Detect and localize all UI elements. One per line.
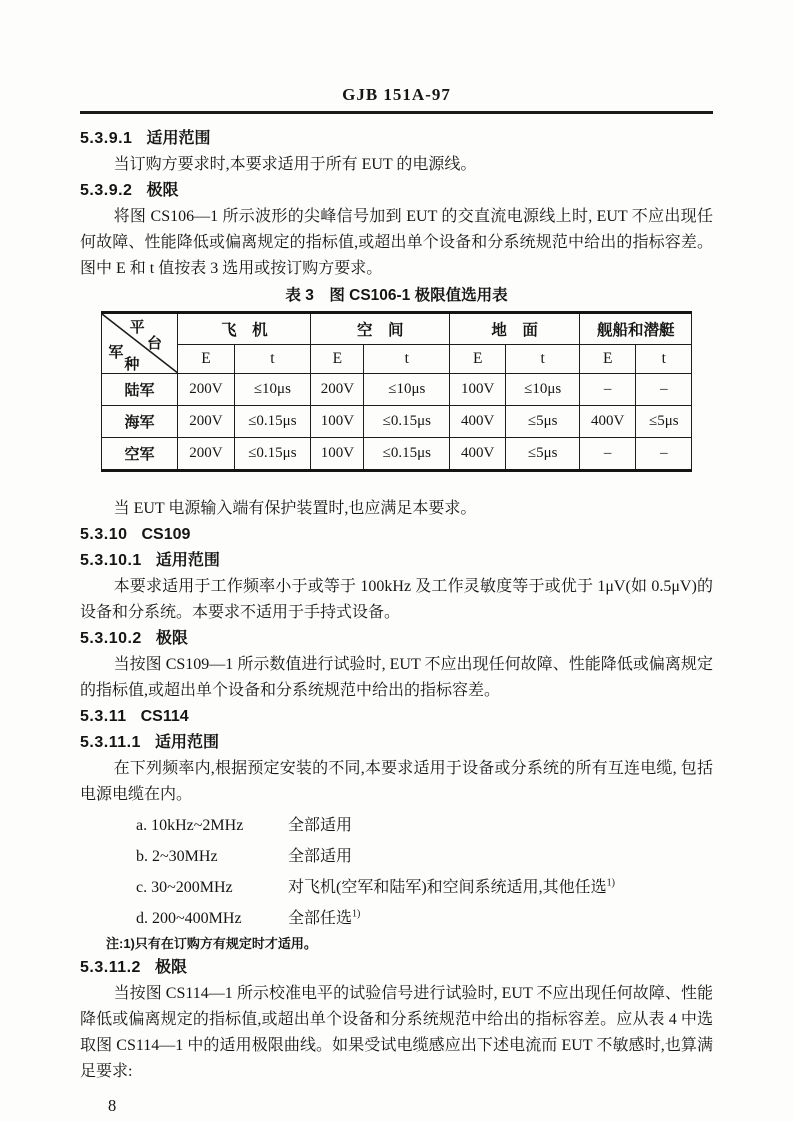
section-heading-5-3-9-2 — [80, 178, 713, 204]
section-title: CS114 — [140, 708, 189, 725]
cell: 100V — [311, 438, 364, 471]
subheader-t: t — [506, 345, 580, 374]
list-item-desc: 全部适用 — [288, 817, 353, 835]
section-title: 适用范围 — [146, 130, 211, 147]
subheader-E: E — [178, 345, 234, 374]
column-group-ships-submarines: 舰船和潜艇 — [580, 313, 692, 345]
table-row-airforce — [101, 438, 692, 471]
header-rule — [80, 111, 713, 114]
list-item-label: a. 10kHz~2MHz — [136, 817, 244, 835]
cell: – — [580, 438, 636, 471]
list-item-a — [136, 809, 713, 840]
cell: 100V — [450, 374, 506, 406]
cell: ≤5μs — [506, 438, 580, 471]
cell: 200V — [178, 406, 234, 438]
section-heading-5-3-10-2 — [80, 626, 713, 652]
subheader-t: t — [364, 345, 450, 374]
section-title: 适用范围 — [154, 734, 219, 751]
cell: ≤0.15μs — [234, 406, 311, 438]
section-heading-5-3-9-1 — [80, 126, 713, 152]
corner-label-service: 军 — [108, 343, 124, 361]
subheader-t: t — [234, 345, 311, 374]
list-item-label: d. 200~400MHz — [136, 909, 242, 927]
cell: 400V — [450, 438, 506, 471]
row-label-navy: 海军 — [101, 406, 178, 438]
cell: ≤5μs — [506, 406, 580, 438]
list-item-desc: 全部适用 — [288, 848, 353, 866]
list-item-b — [136, 840, 713, 871]
corner-label-service: 种 — [124, 355, 140, 373]
paragraph-5-3-9-1: 当订购方要求时,本要求适用于所有 EUT 的电源线。 — [113, 156, 477, 173]
section-number: 5.3.9.2 — [80, 182, 133, 199]
corner-label-platform: 平 — [129, 319, 145, 337]
section-number: 5.3.10 — [80, 526, 128, 543]
list-item-desc: 全部任选 — [288, 909, 353, 927]
list-item-c — [136, 871, 713, 902]
cell: 200V — [311, 374, 364, 406]
doc-header-title: GJB 151A-97 — [342, 85, 451, 104]
section-number: 5.3.9.1 — [80, 130, 133, 147]
section-heading-5-3-11-2 — [80, 955, 713, 981]
paragraph-5-3-11-2: 当按图 CS114—1 所示校准电平的试验信号进行试验时, EUT 不应出现任何故障、性能降低或偏离规定的指标值,或超出单个设备和分系统规范中给出的指标容差。应从表 4 中选取图 CS114—1 中的适用极限曲线。如果受试电缆感应出下述电流而 EUT 不敏感时,也算满足要求: — [80, 985, 713, 1081]
column-group-space: 空 间 — [311, 313, 450, 345]
section-number: 5.3.10.2 — [80, 630, 142, 647]
cell: ≤10μs — [364, 374, 450, 406]
footnote: 注:1)只有在订购方有规定时才适用。 — [106, 936, 317, 952]
cell: ≤0.15μs — [364, 438, 450, 471]
cell: 200V — [178, 374, 234, 406]
column-group-ground: 地 面 — [450, 313, 580, 345]
section-title: 极限 — [154, 959, 187, 977]
row-label-airforce: 空军 — [101, 438, 178, 471]
section-number: 5.3.11.1 — [80, 734, 141, 751]
paragraph-5-3-10-1: 本要求适用于工作频率小于或等于 100kHz 及工作灵敏度等于或优于 1μV(如 0.5μV)的设备和分系统。本要求不适用于手持式设备。 — [80, 578, 713, 621]
subheader-t: t — [636, 345, 692, 374]
table-caption: 表 3 图 CS106-1 极限值选用表 — [285, 287, 508, 304]
page-number: 8 — [108, 1096, 117, 1116]
section-title: CS109 — [141, 526, 191, 543]
footnote-ref: 1) — [606, 877, 616, 889]
list-item-d — [136, 901, 713, 932]
paragraph-after-table: 当 EUT 电源输入端有保护装置时,也应满足本要求。 — [113, 500, 477, 517]
footnote-ref: 1) — [352, 908, 361, 920]
cell: ≤5μs — [636, 406, 692, 438]
corner-header-platform-service — [101, 313, 178, 374]
cell: ≤0.15μs — [364, 406, 450, 438]
subheader-E: E — [311, 345, 364, 374]
list-item-desc: 对飞机(空军和陆军)和空间系统适用,其他任选 — [288, 878, 607, 896]
section-heading-5-3-10-1 — [80, 548, 713, 574]
row-label-army: 陆军 — [101, 374, 178, 406]
paragraph-5-3-11-1: 在下列频率内,根据预定安装的不同,本要求适用于设备或分系统的所有互连电缆, 包括电源电缆在内。 — [80, 760, 713, 803]
subheader-E: E — [450, 345, 506, 374]
table-cs106-limits — [101, 311, 693, 472]
section-number: 5.3.11 — [80, 708, 127, 725]
section-heading-5-3-11-1 — [80, 730, 713, 756]
section-title: 适用范围 — [155, 552, 220, 569]
cell: – — [636, 438, 692, 471]
cell: – — [636, 374, 692, 406]
table-row-navy — [101, 406, 692, 438]
section-title: 极限 — [155, 630, 188, 647]
cell: ≤10μs — [234, 374, 311, 406]
list-item-label: b. 2~30MHz — [136, 848, 218, 866]
list-item-label: c. 30~200MHz — [136, 878, 233, 896]
cell: ≤0.15μs — [234, 438, 311, 471]
section-number: 5.3.10.1 — [80, 552, 142, 569]
paragraph-5-3-9-2: 将图 CS106—1 所示波形的尖峰信号加到 EUT 的交直流电源线上时, EUT 不应出现任何故障、性能降低或偏离规定的指标值,或超出单个设备和分系统规范中给出的指标容差。图中 E 和 t 值按表 3 选用或按订购方要求。 — [80, 208, 713, 277]
cell: 200V — [178, 438, 234, 471]
paragraph-5-3-10-2: 当按图 CS109—1 所示数值进行试验时, EUT 不应出现任何故障、性能降低或偏离规定的指标值,或超出单个设备和分系统规范中给出的指标容差。 — [80, 656, 713, 699]
column-group-aircraft: 飞 机 — [178, 313, 311, 345]
frequency-range-list — [136, 809, 713, 932]
section-heading-5-3-10 — [80, 522, 713, 548]
section-title: 极限 — [146, 182, 179, 199]
section-heading-5-3-11 — [80, 704, 713, 730]
cell: 400V — [450, 406, 506, 438]
cell: 100V — [311, 406, 364, 438]
section-number: 5.3.11.2 — [80, 959, 141, 977]
cell: 400V — [580, 406, 636, 438]
cell: ≤10μs — [506, 374, 580, 406]
corner-label-platform: 台 — [147, 335, 163, 353]
subheader-E: E — [580, 345, 636, 374]
cell: – — [580, 374, 636, 406]
table-row-army — [101, 374, 692, 406]
